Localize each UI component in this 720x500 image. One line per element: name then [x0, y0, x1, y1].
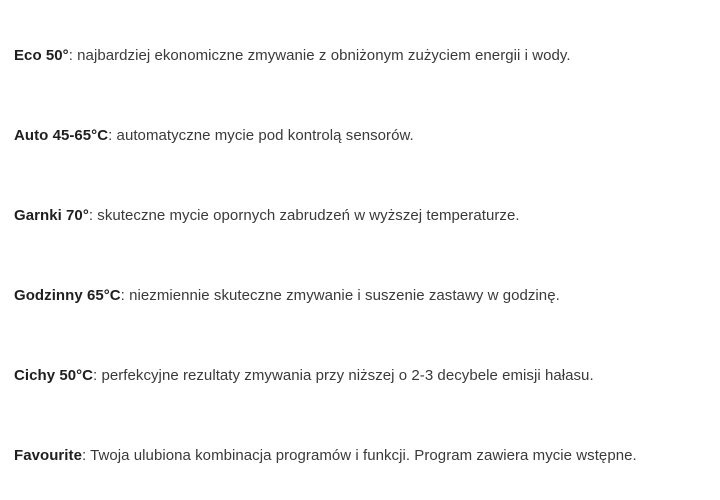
program-name: Cichy 50°C — [14, 367, 94, 384]
program-description: : Twoja ulubiona kombinacja programów i funkcji. Program zawiera mycie wstępne. — [81, 447, 637, 464]
program-description: : perfekcyjne rezultaty zmywania przy niższej o 2-3 decybele emisji hałasu. — [93, 367, 594, 384]
program-item-auto — [14, 126, 414, 146]
program-item-cichy — [14, 366, 594, 386]
program-name: Favourite — [14, 447, 82, 464]
program-name: Garnki 70° — [14, 207, 89, 224]
program-item-garnki — [14, 206, 520, 226]
program-description: : skuteczne mycie opornych zabrudzeń w wyższej temperaturze. — [88, 207, 520, 224]
program-description: : automatyczne mycie pod kontrolą sensorów. — [108, 127, 414, 144]
program-name: Auto 45-65°C — [14, 127, 109, 144]
program-item-eco — [14, 46, 571, 66]
program-item-favourite — [14, 446, 637, 466]
program-description: : niezmiennie skuteczne zmywanie i suszenie zastawy w godzinę. — [120, 287, 560, 304]
program-name: Eco 50° — [14, 47, 69, 64]
program-name: Godzinny 65°C — [14, 287, 121, 304]
program-description: : najbardziej ekonomiczne zmywanie z obniżonym zużyciem energii i wody. — [68, 47, 571, 64]
program-item-godzinny — [14, 286, 560, 306]
